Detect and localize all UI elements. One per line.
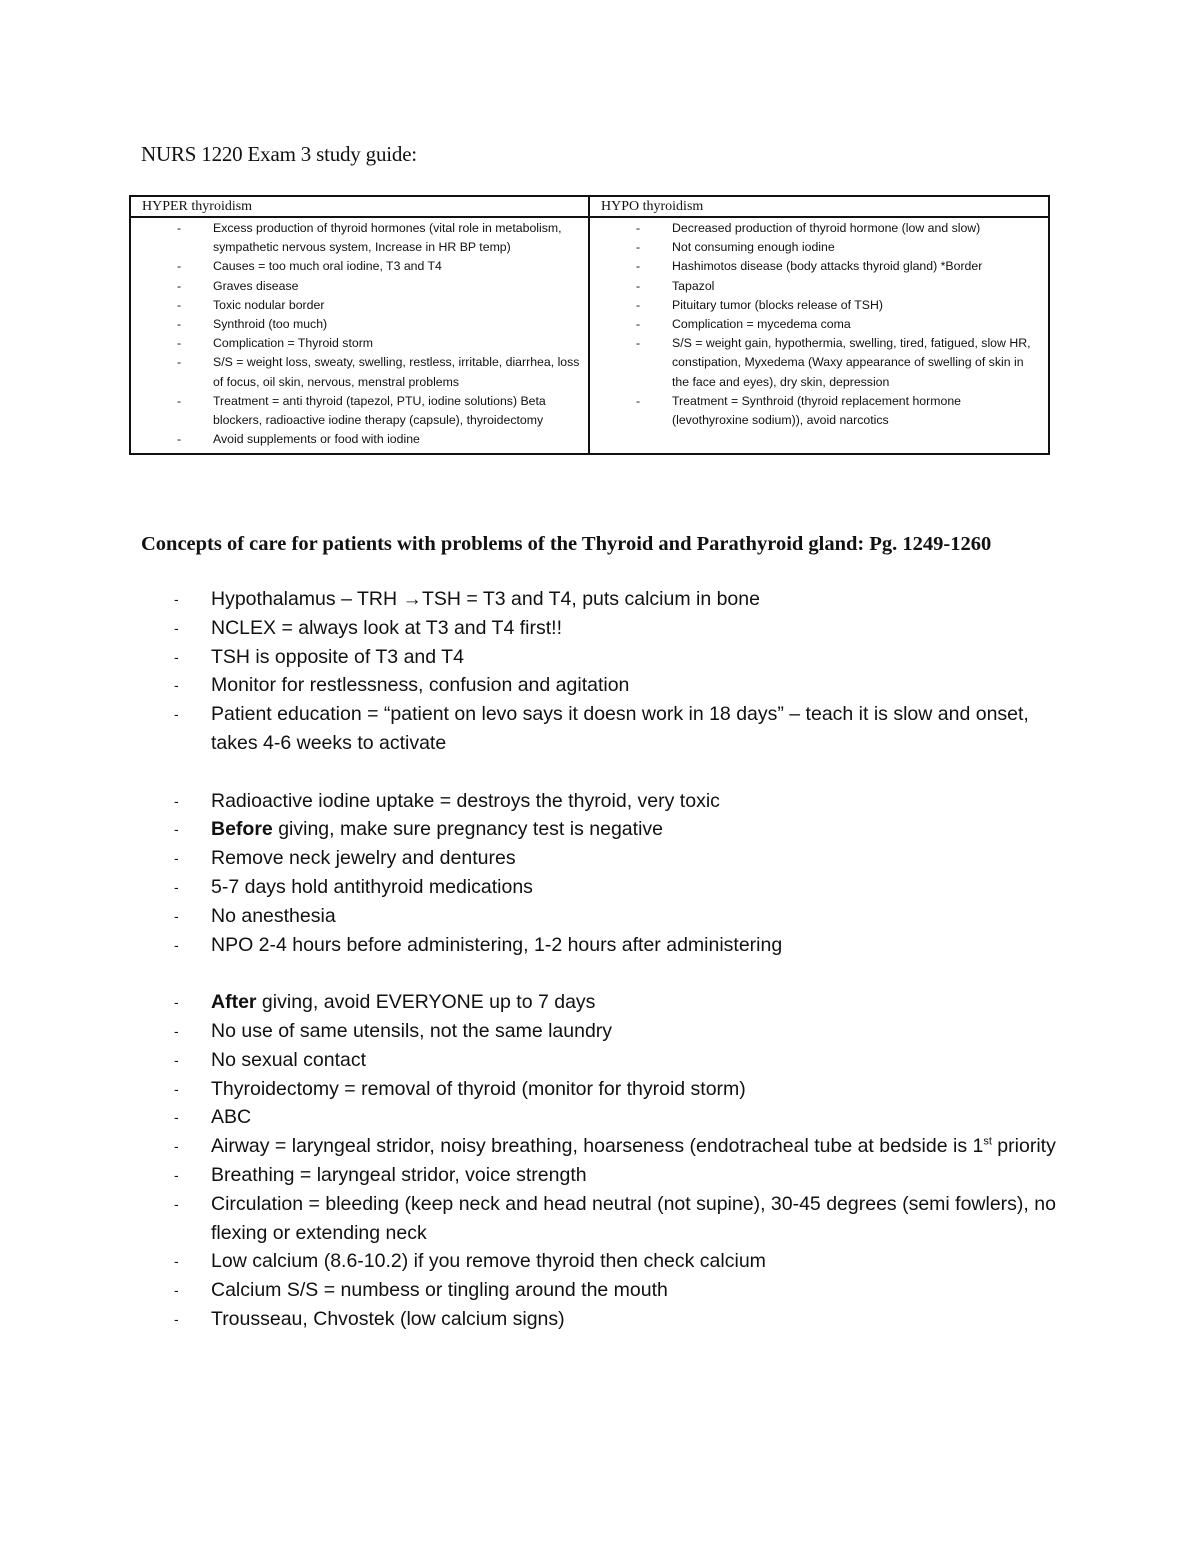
hypo-list [590, 219, 1048, 430]
list-item: - Trousseau, Chvostek (low calcium signs) [174, 1307, 565, 1330]
list-item: - TSH is opposite of T3 and T4 [174, 645, 464, 668]
list-item: - Causes = too much oral iodine, T3 and T4 [177, 259, 442, 274]
after-label: After [211, 991, 257, 1014]
list-item: - ABC [174, 1106, 252, 1129]
thyroid-comparison-table [129, 195, 1050, 455]
list-item: - S/S = weight gain, hypothermia, swelling, tired, fatigued, slow HR, constipation, Myxedema (Waxy appearance of swelling of skin in the face and eyes), dry skin, depression [636, 336, 1031, 389]
list-item: - After giving, avoid EVERYONE up to 7 days [174, 991, 596, 1014]
list-item: - Complication = Thyroid storm [177, 336, 374, 351]
list-item: - Circulation = bleeding (keep neck and head neutral (not supine), 30-45 degrees (semi fowlers), no flexing or extending neck [174, 1192, 1056, 1244]
list-item: - Complication = mycedema coma [636, 317, 851, 332]
list-item: - Graves disease [177, 278, 299, 293]
list-item: - Treatment = anti thyroid (tapezol, PTU, iodine solutions) Beta blockers, radioactive iodine therapy (capsule), thyroidectomy [177, 393, 546, 428]
list-item: - Monitor for restlessness, confusion and agitation [174, 674, 630, 697]
list-item: - Decreased production of thyroid hormone (low and slow) [636, 221, 981, 235]
list-item: - Excess production of thyroid hormones (vital role in metabolism, sympathetic nervous system, Increase in HR BP temp) [177, 221, 562, 255]
list-item: - Treatment = Synthroid (thyroid replacement hormone (levothyroxine sodium)), avoid narcotics [636, 393, 962, 428]
list-item: - Hashimotos disease (body attacks thyroid gland) *Border [636, 259, 983, 274]
hypo-cell [589, 217, 1049, 454]
list-item: - Radioactive iodine uptake = destroys the thyroid, very toxic [174, 789, 720, 812]
list-item: - Low calcium (8.6-10.2) if you remove thyroid then check calcium [174, 1250, 766, 1273]
concepts-list [0, 585, 1200, 1334]
page-title: NURS 1220 Exam 3 study guide: [141, 142, 417, 166]
list-item: - S/S = weight loss, sweaty, swelling, restless, irritable, diarrhea, loss of focus, oil skin, nervous, menstral problems [177, 355, 580, 389]
list-item: - Tapazol [636, 278, 715, 293]
hypo-header: HYPO thyroidism [589, 196, 1049, 217]
list-item: - Synthroid (too much) [177, 317, 328, 332]
list-item: - No anesthesia [174, 904, 336, 927]
list-item: - Remove neck jewelry and dentures [174, 847, 516, 870]
hyper-header: HYPER thyroidism [130, 196, 589, 217]
list-item: - Thyroidectomy = removal of thyroid (monitor for thyroid storm) [174, 1077, 746, 1100]
list-item: - Breathing = laryngeal stridor, voice strength [174, 1163, 587, 1186]
list-item: - NPO 2-4 hours before administering, 1-2 hours after administering [174, 933, 783, 956]
list-item: - NCLEX = always look at T3 and T4 first!! [174, 616, 562, 639]
hyper-list [131, 219, 588, 449]
list-item: - Hypothalamus – TRH →TSH = T3 and T4, puts calcium in bone [174, 588, 760, 610]
list-item: - Calcium S/S = numbess or tingling around the mouth [174, 1279, 668, 1302]
list-item: - Not consuming enough iodine [636, 240, 835, 255]
list-item: - Patient education = “patient on levo says it doesn work in 18 days” – teach it is slow and onset, takes 4-6 weeks to activate [174, 703, 1029, 754]
list-item: - No use of same utensils, not the same laundry [174, 1019, 613, 1042]
list-item: - Before giving, make sure pregnancy test is negative [174, 818, 663, 841]
concepts-heading: Concepts of care for patients with problems of the Thyroid and Parathyroid gland: Pg. 1249-1260 [141, 533, 992, 555]
hyper-cell [130, 217, 589, 454]
list-item: - Pituitary tumor (blocks release of TSH) [636, 297, 883, 312]
list-item: - No sexual contact [174, 1048, 367, 1071]
list-item: - Avoid supplements or food with iodine [177, 432, 420, 447]
list-item: - Toxic nodular border [177, 297, 325, 312]
before-label: Before [211, 818, 273, 841]
list-item: - Airway = laryngeal stridor, noisy breathing, hoarseness (endotracheal tube at bedside is 1st priority [174, 1135, 1056, 1158]
list-item: - 5-7 days hold antithyroid medications [174, 875, 533, 898]
